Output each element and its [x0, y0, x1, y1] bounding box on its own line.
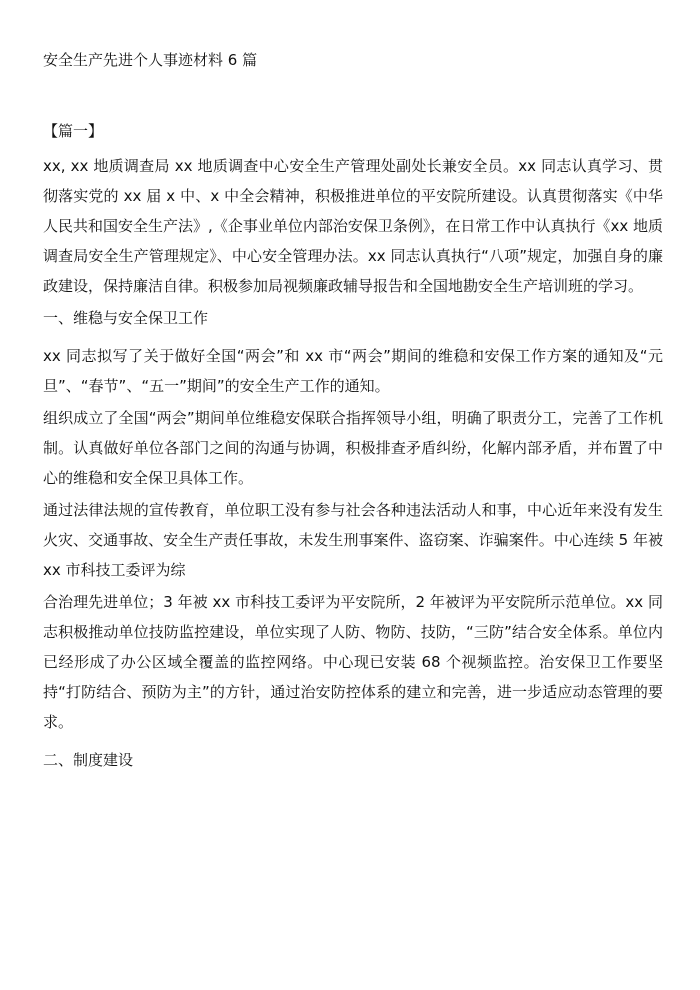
section-label: 【篇一】: [43, 122, 104, 140]
paragraph-legal-education: 通过法律法规的宣传教育，单位职工没有参与社会各种违法活动人和事，中心近年来没有发生火灾、交通事故、安全生产责任事故，未发生刑事案件、盗窃案、诈骗案件。中心连续 5 年被 xx 市科技工委评为综: [43, 501, 663, 579]
paragraph-notice: xx 同志拟写了关于做好全国“两会”和 xx 市“两会”期间的维稳和安保工作方案的通知及“元旦”、“春节”、“五一”期间”的安全生产工作的通知。: [43, 347, 663, 395]
paragraph-organization: 组织成立了全国“两会”期间单位维稳安保联合指挥领导小组，明确了职责分工，完善了工作机制。认真做好单位各部门之间的沟通与协调，积极排查矛盾纠纷，化解内部矛盾，并布置了中心的维稳和安全保卫具体工作。: [43, 409, 663, 487]
heading-system-construction: 二、制度建设: [43, 751, 134, 769]
heading-stability-security: 一、维稳与安全保卫工作: [43, 309, 209, 327]
paragraph-intro: xx, xx 地质调查局 xx 地质调查中心安全生产管理处副处长兼安全员。xx 同志认真学习、贯彻落实党的 xx 届 x 中、x 中全会精神，积极推进单位的平安院所建设。认真贯彻落实《中华人民共和国安全生产法》,《企事业单位内部治安保卫条例》，在日常工作中认真执行《xx 地质调查局安全生产管理规定》、中心安全管理办法。xx 同志认真执行“八项”规定，加强自身的廉政建设，保持廉洁自律。积极参加局视频廉政辅导报告和全国地勘安全生产培训班的学习。: [43, 157, 663, 295]
document-body: [43, 151, 663, 775]
paragraph-comprehensive-governance: 合治理先进单位；3 年被 xx 市科技工委评为平安院所，2 年被评为平安院所示范单位。xx 同志积极推动单位技防监控建设，单位实现了人防、物防、技防，“三防”结合安全体系。单位内已经形成了办公区域全覆盖的监控网络。中心现已安装 68 个视频监控。治安保卫工作要坚持“打防结合、预防为主”的方针，通过治安防控体系的建立和完善，进一步适应动态管理的要求。: [43, 593, 663, 731]
document-title: 安全生产先进个人事迹材料 6 篇: [43, 51, 258, 69]
